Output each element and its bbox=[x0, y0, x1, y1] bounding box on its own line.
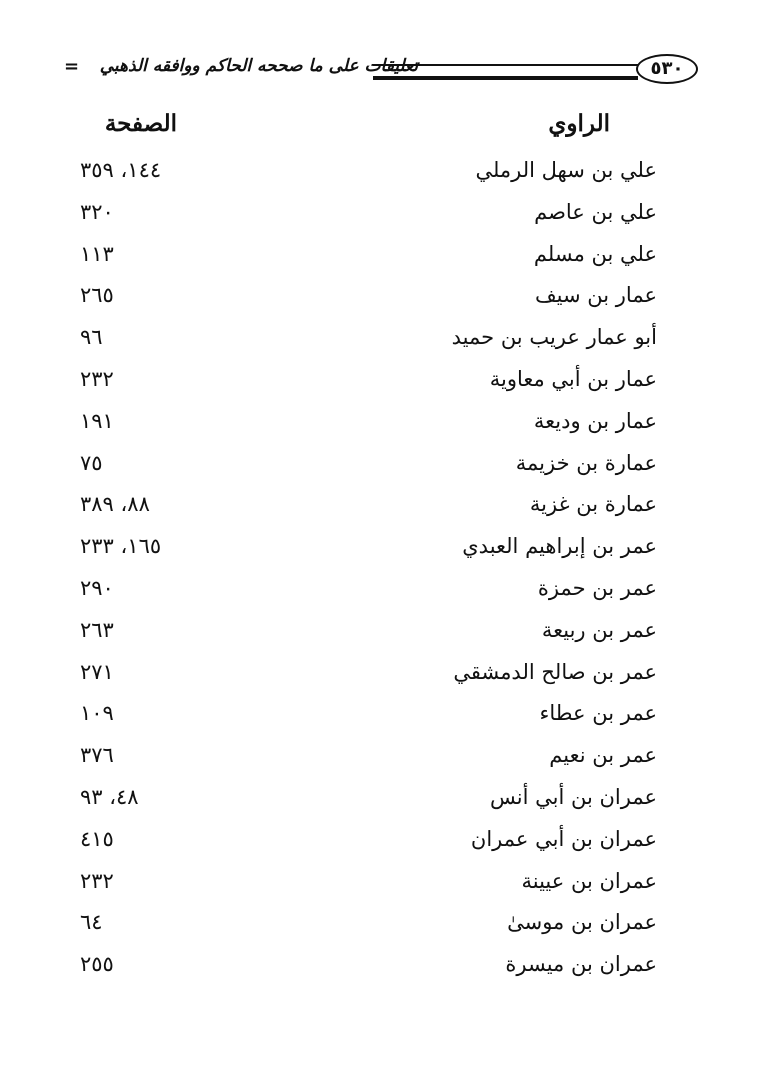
index-row bbox=[0, 528, 768, 570]
narrator-name: عمر بن عطاء bbox=[539, 701, 657, 726]
narrator-name: عمران بن موسىٰ bbox=[507, 910, 657, 935]
narrator-name: عمارة بن غزية bbox=[529, 492, 657, 517]
narrator-name: عمر بن صالح الدمشقي bbox=[453, 659, 657, 684]
page-references: ٦٤ bbox=[80, 910, 103, 935]
header-ornament: = bbox=[64, 56, 80, 77]
narrator-name: عمارة بن خزيمة bbox=[515, 450, 657, 475]
narrator-name: عمار بن سيف bbox=[534, 283, 657, 308]
narrator-name: عمار بن أبي معاوية bbox=[489, 366, 657, 391]
index-row bbox=[0, 821, 768, 863]
narrator-name: عمر بن ربيعة bbox=[541, 617, 657, 642]
page-references: ٣٢٠ bbox=[80, 199, 114, 224]
page-references: ٨٨، ٣٨٩ bbox=[80, 492, 150, 517]
index-row bbox=[0, 863, 768, 905]
running-header bbox=[58, 54, 684, 92]
index-row bbox=[0, 361, 768, 403]
narrator-name: عمر بن إبراهيم العبدي bbox=[462, 534, 657, 559]
page-references: ١٩١ bbox=[80, 408, 114, 433]
page-references: ٢٣٢ bbox=[80, 366, 114, 391]
index-row bbox=[0, 277, 768, 319]
narrator-name: عمران بن عيينة bbox=[521, 868, 657, 893]
page-references: ٢٦٥ bbox=[80, 283, 114, 308]
page-references: ١٠٩ bbox=[80, 701, 114, 726]
index-row bbox=[0, 946, 768, 988]
narrator-name: علي بن عاصم bbox=[534, 199, 657, 224]
index-list bbox=[0, 152, 768, 988]
index-row bbox=[0, 486, 768, 528]
page-references: ٢٩٠ bbox=[80, 575, 114, 600]
header-rule bbox=[373, 64, 638, 80]
narrator-name: عمران بن أبي عمران bbox=[470, 826, 657, 851]
page-references: ٢٣٢ bbox=[80, 868, 114, 893]
column-heading-narrator: الراوي bbox=[548, 110, 610, 137]
narrator-name: علي بن سهل الرملي bbox=[475, 158, 657, 182]
page-number: ٥٣٠ bbox=[636, 54, 698, 84]
index-row bbox=[0, 319, 768, 361]
index-row bbox=[0, 779, 768, 821]
running-title: تعليقات على ما صححه الحاكم ووافقه الذهبي bbox=[99, 56, 418, 76]
index-row bbox=[0, 695, 768, 737]
index-row bbox=[0, 737, 768, 779]
page-references: ٢٧١ bbox=[80, 659, 114, 684]
narrator-name: أبو عمار عريب بن حميد bbox=[451, 325, 657, 350]
index-row bbox=[0, 445, 768, 487]
page-references: ٤١٥ bbox=[80, 826, 114, 851]
page-references: ٣٧٦ bbox=[80, 743, 114, 768]
narrator-name: عمران بن ميسرة bbox=[505, 952, 657, 977]
page-references: ٢٥٥ bbox=[80, 952, 114, 977]
narrator-name: عمران بن أبي أنس bbox=[489, 784, 657, 809]
page-references: ١١٣ bbox=[80, 241, 114, 266]
index-row bbox=[0, 403, 768, 445]
page-references: ١٤٤، ٣٥٩ bbox=[80, 158, 162, 182]
page-references: ٢٦٣ bbox=[80, 617, 114, 642]
column-heading-page: الصفحة bbox=[104, 110, 177, 137]
index-row bbox=[0, 612, 768, 654]
page-references: ١٦٥، ٢٣٣ bbox=[80, 534, 162, 559]
index-row bbox=[0, 904, 768, 946]
index-row bbox=[0, 194, 768, 236]
narrator-name: عمار بن وديعة bbox=[533, 408, 657, 433]
narrator-name: عمر بن حمزة bbox=[537, 575, 657, 600]
index-row bbox=[0, 152, 768, 194]
page-references: ٩٦ bbox=[80, 325, 103, 350]
page-references: ٤٨، ٩٣ bbox=[80, 784, 139, 809]
index-row bbox=[0, 570, 768, 612]
index-row bbox=[0, 654, 768, 696]
narrator-name: عمر بن نعيم bbox=[549, 743, 657, 768]
page-references: ٧٥ bbox=[80, 450, 103, 475]
index-row bbox=[0, 236, 768, 278]
narrator-name: علي بن مسلم bbox=[533, 241, 657, 266]
